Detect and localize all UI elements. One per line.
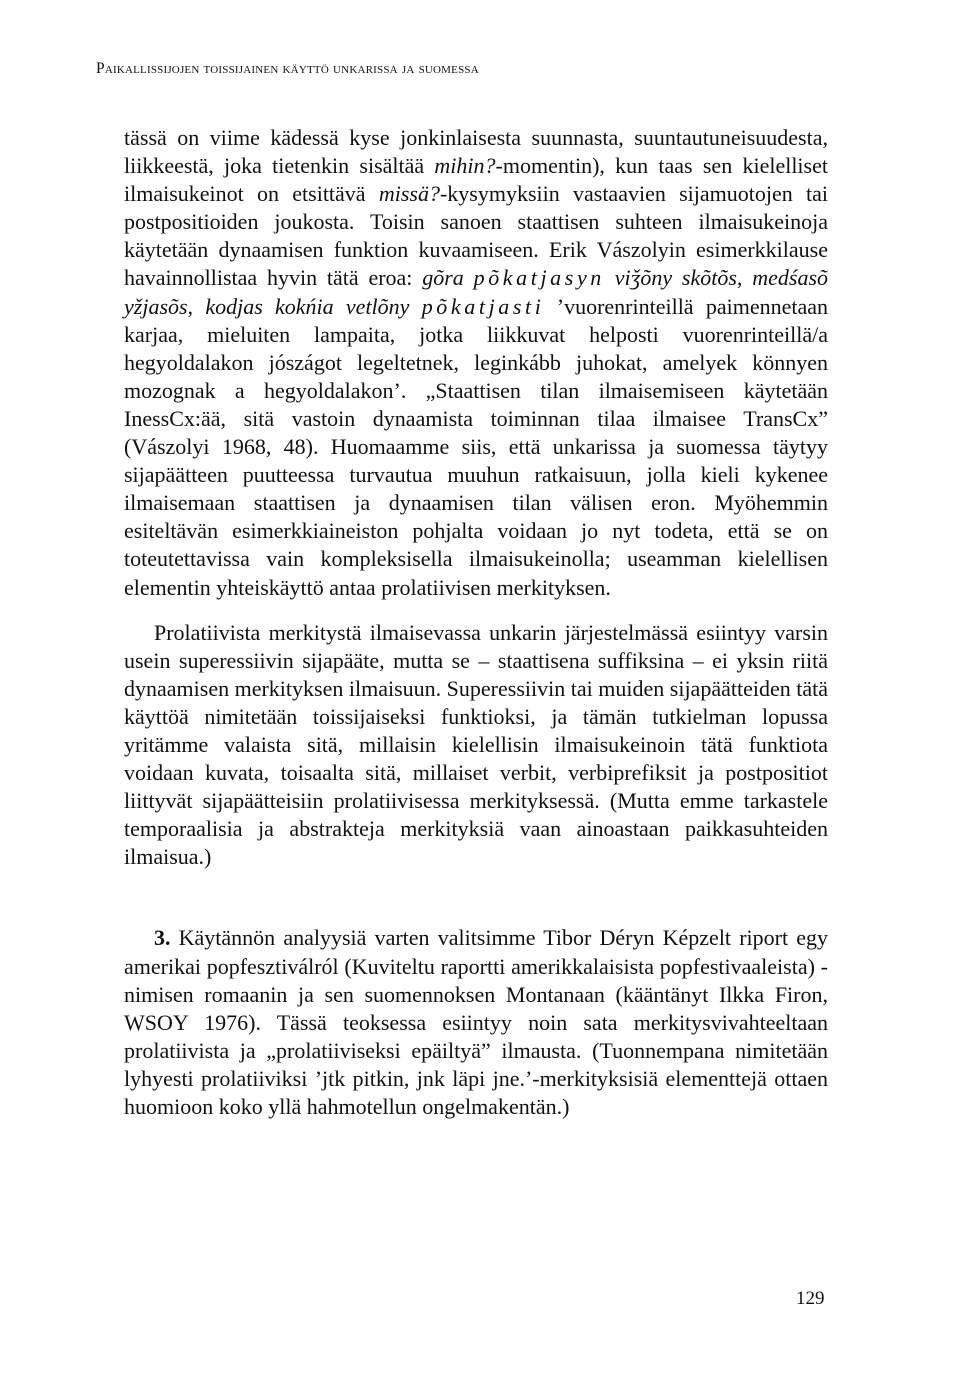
p1-italic-mihin: mihin? [434, 153, 496, 179]
example-spaced-2: põkatjasti [421, 293, 545, 319]
p1-italic-missa: missä? [378, 181, 440, 207]
paragraph-1 [124, 124, 828, 602]
page-number: 129 [796, 1288, 825, 1309]
body-text [124, 124, 828, 1121]
running-head: Paikallissijojen toissijainen käyttö unkarissa ja suomessa [96, 60, 479, 77]
p1-text-d: ’vuorenrinteillä paimennetaan karjaa, mieluiten lampaita, jotka liikkuvat helposti vuorenrinteillä/a hegyoldalakon jószágot legeltetnek, leginkább juhokat, amelyek könnyen mozognak a hegyoldalakon’. „Staattisen tilan ilmaisemiseen käytetään InessCx:ää, sitä vastoin dynaamista toiminnan tilaa ilmaisee TransCx” (Vászolyi 1968, 48). Huomaamme siis, että unkarissa ja suomessa täytyy sijapäätteen puutteessa turvautua muuhun ratkaisuun, jolla kieli kykenee ilmaisemaan staattisen ja dynaamisen tilan välisen eron. Myöhemmin esiteltävän esimerkkiaineiston pohjalta voidaan jo nyt todeta, että se on toteutettavissa vain kompleksisella ilmaisukeinolla; useamman kielellisen elementin yhteiskäyttö antaa prolatiivisen merkityksen. [124, 293, 828, 600]
p3-text: Käytännön analyysiä varten valitsimme Tibor Déryn Képzelt riport egy amerikai popfesztiválról (Kuviteltu raportti amerikkalaisista popfestivaaleista) -nimisen romaanin ja sen suomennoksen Montanaan (kääntänyt Ilkka Firon, WSOY 1976). Tässä teoksessa esiintyy noin sata merkitysvivahteeltaan prolatiivista ja „prolatiiviseksi epäiltyä” ilmausta. (Tuonnempana nimitetään lyhyesti prolatiiviksi ’jtk pitkin, jnk läpi jne.’-merkityksisiä elementtejä ottaen huomioon koko yllä hahmotellun ongelmakentän.) [124, 925, 828, 1119]
p1-text-c: -kysymyksiin vastaavien sijamuotojen tai postpositioiden joukosta. Toisin sanoen staattisen suhteen ilmaisukeinoja käytetään dynaamisen funktion kuvaamiseen. Erik Vászolyin esimerkkilause havainnollistaa hyvin tätä eroa: [124, 181, 828, 291]
p1-text-b: -momentin), kun taas sen kielelliset ilmaisukeinot on etsittävä [124, 153, 828, 207]
p1-text-a: tässä on viime kädessä kyse jonkinlaisesta suunnasta, suuntautuneisuudesta, liikkeestä, joka tietenkin sisältää [124, 125, 828, 179]
section-number: 3. [154, 925, 171, 951]
paragraph-3 [124, 924, 828, 1121]
example-word-2: viǯõny skõtõs, medśasõ yžjasõs, kodjas kokńia vetlõny [124, 265, 829, 319]
paragraph-2: Prolatiivista merkitystä ilmaisevassa unkarin järjestelmässä esiintyy varsin usein superessiivin sijapääte, mutta se – staattisena suffiksina – ei yksin riitä dynaamisen merkityksen ilmaisuun. Superessiivin tai muiden sijapäätteiden tätä käyttöä nimitetään toissijaiseksi funktioksi, ja tämän tutkielman lopussa yritämme valaista sitä, millaisin kielellisin ilmaisukeinoin tätä funktiota voidaan kuvata, toisaalta sitä, millaiset verbit, verbiprefiksit ja postpositiot liittyvät sijapäätteisiin prolatiivisessa merkityksessä. (Mutta emme tarkastele temporaalisia ja abstrakteja merkityksiä vaan ainoastaan paikkasuhteiden ilmaisua.) [124, 619, 828, 870]
example-word-1: gõra [422, 265, 474, 291]
example-spaced-1: põkatjasyn [473, 265, 605, 291]
